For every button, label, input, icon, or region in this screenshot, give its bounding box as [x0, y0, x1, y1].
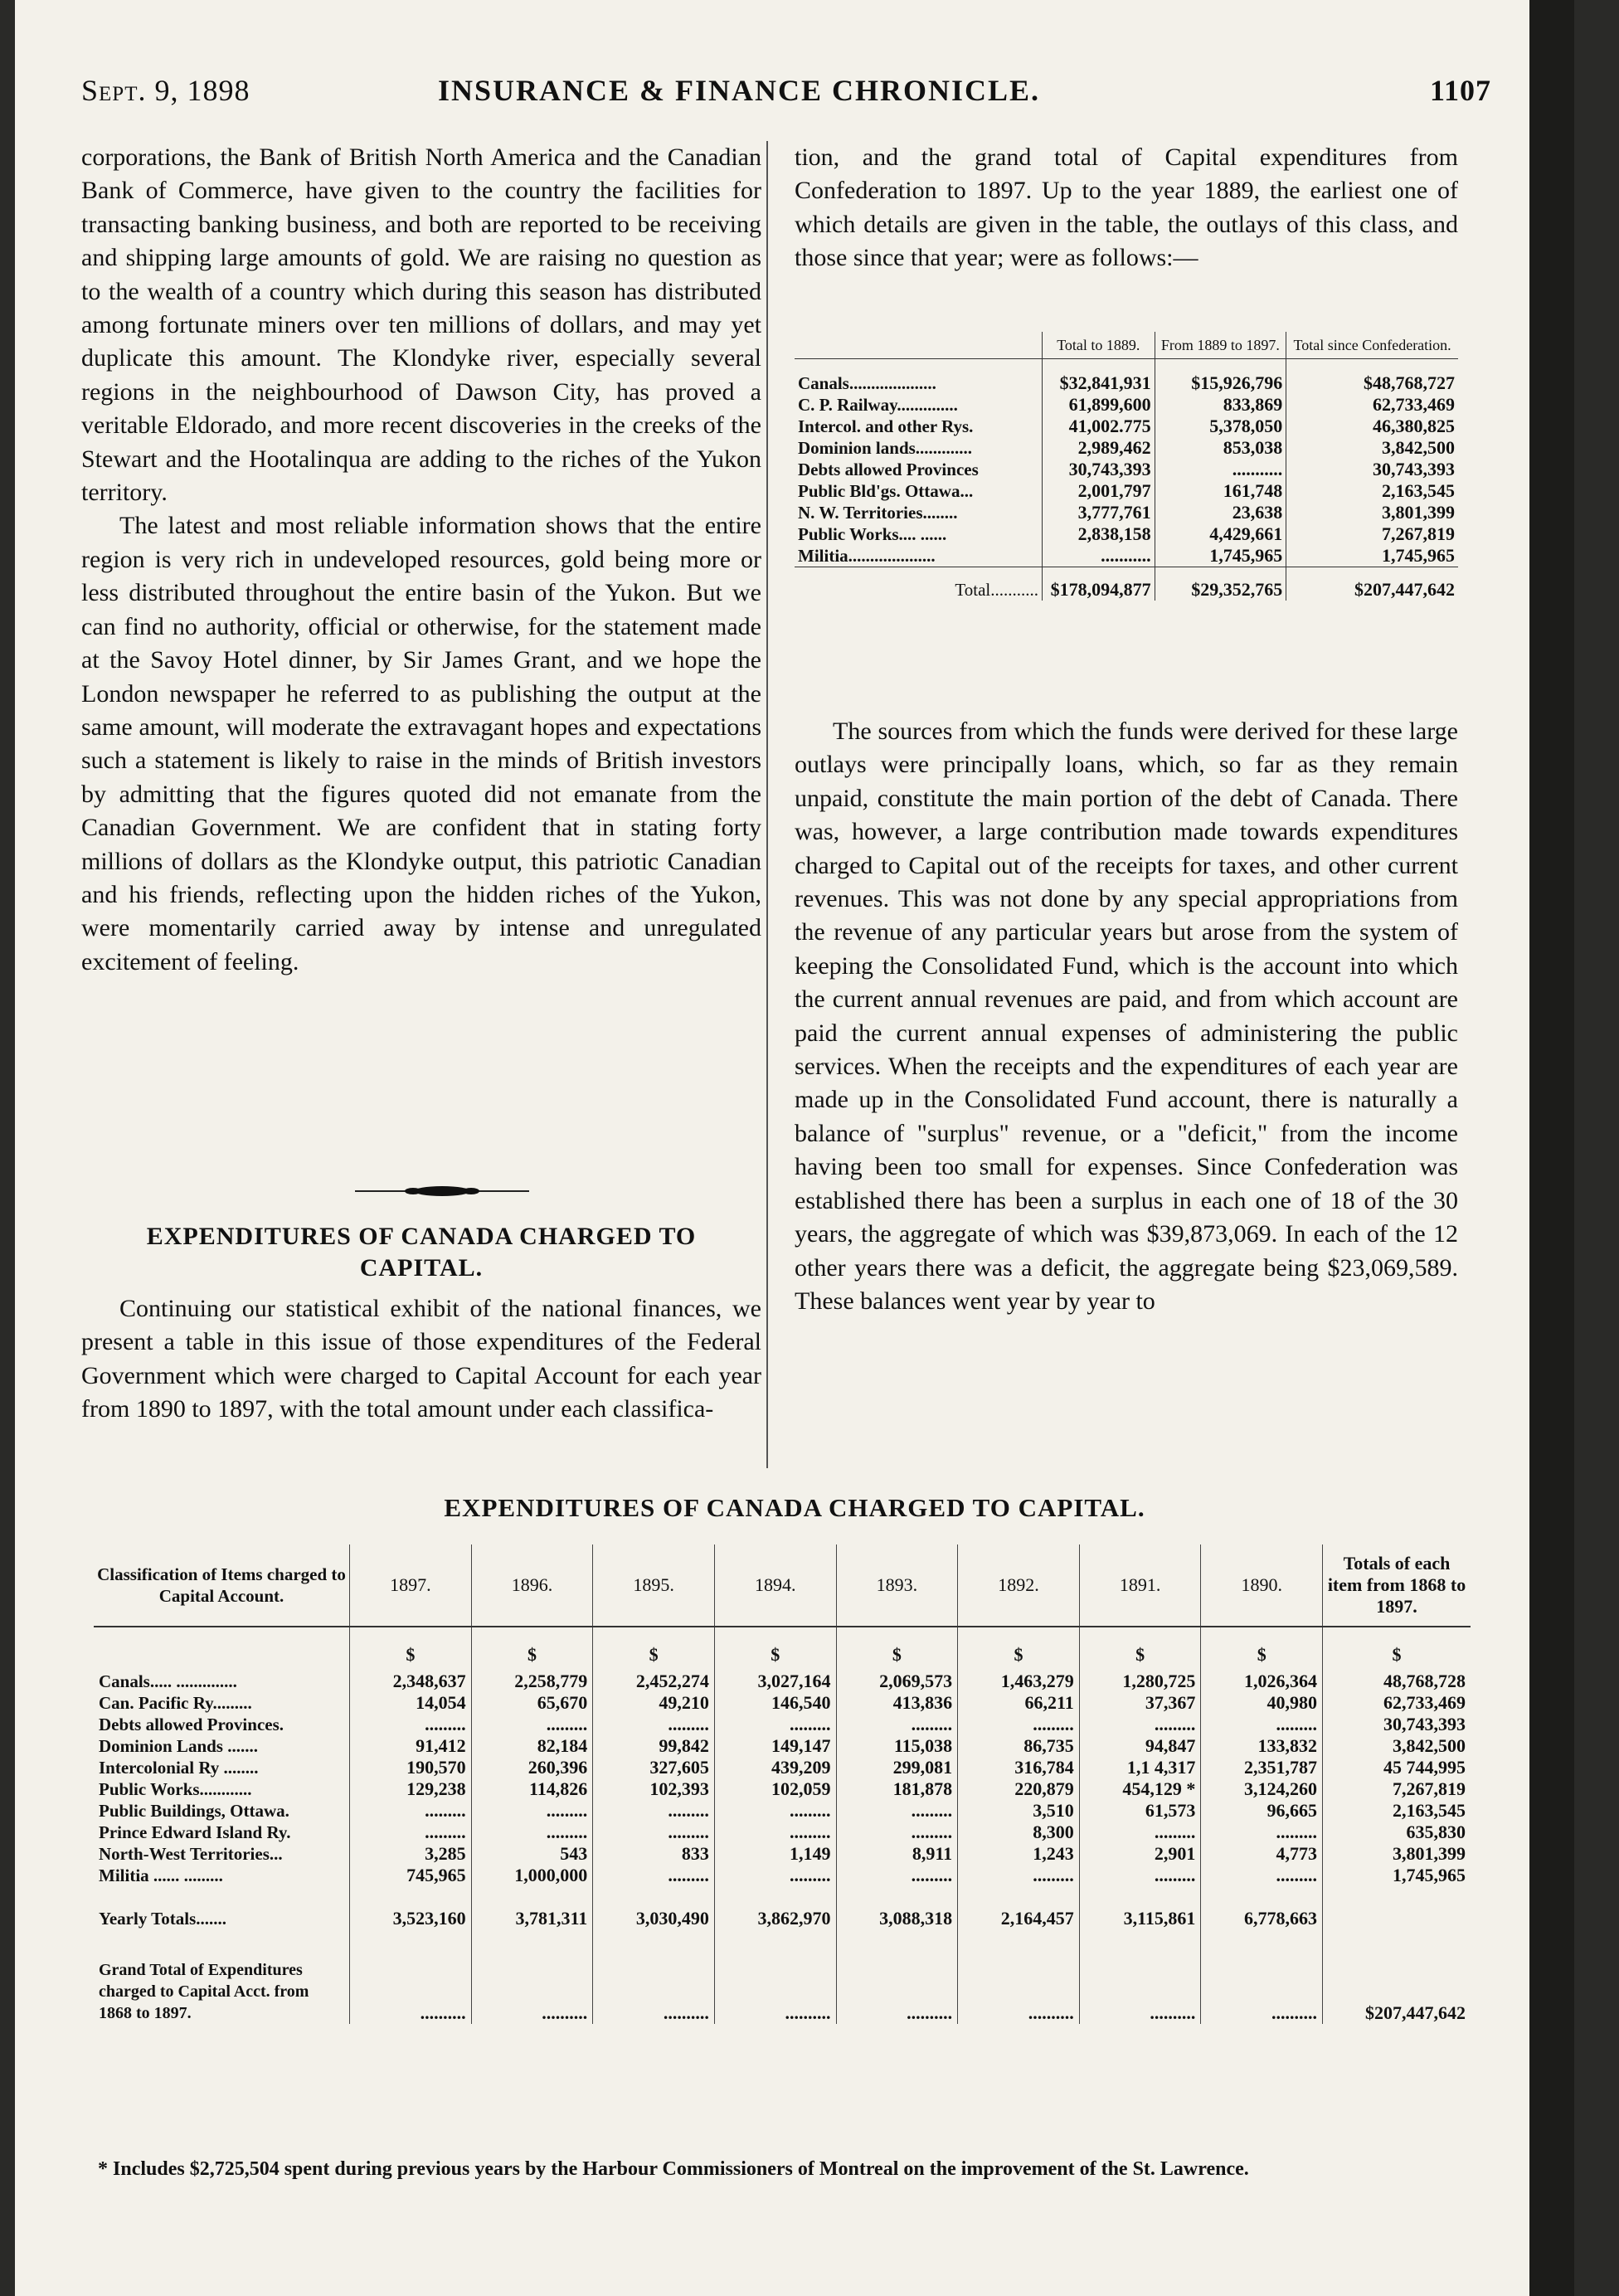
- table-cell: 114,826: [471, 1778, 593, 1800]
- table-row: [795, 459, 1458, 480]
- table-cell: 82,184: [471, 1735, 593, 1757]
- table-cell: Debts allowed Provinces: [798, 460, 979, 479]
- table-cell: 220,879: [958, 1778, 1080, 1800]
- table-cell: 3,124,260: [1201, 1778, 1323, 1800]
- table-cell: 2,163,545: [1286, 480, 1458, 502]
- table-cell: Public Bld'gs. Ottawa...: [798, 481, 974, 501]
- ornament-divider: [355, 1186, 529, 1196]
- table-cell: .........: [1201, 1822, 1323, 1843]
- currency-mark: $: [958, 1627, 1080, 1671]
- table-cell: 833,869: [1155, 394, 1286, 416]
- table-cell: 96,665: [1201, 1800, 1323, 1822]
- year-header: 1892.: [958, 1544, 1080, 1627]
- table-cell: 115,038: [836, 1735, 958, 1757]
- table-cell: 413,836: [836, 1692, 958, 1714]
- table-row: [94, 1843, 1471, 1865]
- left-column-section-text: [81, 1292, 761, 1427]
- grand-total-value: $207,447,642: [1323, 1946, 1471, 2024]
- table-cell: ..........: [1079, 1946, 1201, 2024]
- table-row: [795, 359, 1458, 395]
- table-cell: 745,965: [350, 1865, 472, 1886]
- table-cell: .........: [958, 1865, 1080, 1886]
- page-header: [81, 73, 1491, 123]
- table-cell: C. P. Railway..............: [798, 395, 958, 415]
- table-cell: ...........: [1155, 459, 1286, 480]
- table-cell: 1,745,965: [1286, 545, 1458, 567]
- table-cell: Intercol. and other Rys.: [798, 416, 974, 436]
- currency-mark: $: [714, 1627, 836, 1671]
- table-cell: 2,164,457: [958, 1886, 1080, 1946]
- table-cell: 3,777,761: [1043, 502, 1155, 523]
- table-cell: 41,002.775: [1043, 416, 1155, 437]
- table-cell: 1,149: [714, 1843, 836, 1865]
- row-total: 7,267,819: [1323, 1778, 1471, 1800]
- table-title: EXPENDITURES OF CANADA CHARGED TO CAPITAL.: [444, 1493, 1145, 1522]
- right-column-intro: [795, 141, 1458, 275]
- table-cell: .........: [471, 1800, 593, 1822]
- table-cell: $207,447,642: [1286, 567, 1458, 601]
- table-cell: 3,088,318: [836, 1886, 958, 1946]
- table-header: Total to 1889.: [1043, 332, 1155, 359]
- table-cell: N. W. Territories........: [798, 503, 958, 523]
- table-header: From 1889 to 1897.: [1155, 332, 1286, 359]
- table-cell: ...........: [1043, 545, 1155, 567]
- table-cell: $32,841,931: [1043, 359, 1155, 395]
- table-cell: 190,570: [350, 1757, 472, 1778]
- table-header: [795, 332, 1043, 359]
- header-page-number: 1107: [1429, 74, 1491, 107]
- table-cell: .........: [593, 1865, 715, 1886]
- table-cell: ..........: [836, 1946, 958, 2024]
- table-cell: .........: [958, 1714, 1080, 1735]
- table-cell: 3,510: [958, 1800, 1080, 1822]
- table-cell: 2,351,787: [1201, 1757, 1323, 1778]
- table-cell: [1323, 1886, 1471, 1946]
- capital-expenditure-table: [94, 1544, 1471, 2024]
- table-cell: Public Works.... ......: [798, 524, 947, 544]
- table-cell: .........: [350, 1714, 472, 1735]
- table-cell: $15,926,796: [1155, 359, 1286, 395]
- table-cell: $178,094,877: [1043, 567, 1155, 601]
- table-cell: 66,211: [958, 1692, 1080, 1714]
- table-cell: Total...........: [795, 567, 1043, 601]
- table-cell: 7,267,819: [1286, 523, 1458, 545]
- table-cell: ..........: [1201, 1946, 1323, 2024]
- table-cell: 2,001,797: [1043, 480, 1155, 502]
- table-cell: 853,038: [1155, 437, 1286, 459]
- table-cell: 543: [471, 1843, 593, 1865]
- row-label: Yearly Totals.......: [99, 1909, 227, 1929]
- table-header-row: [94, 1544, 1471, 1627]
- year-header: 1894.: [714, 1544, 836, 1627]
- table-cell: 65,670: [471, 1692, 593, 1714]
- table-cell: 1,745,965: [1155, 545, 1286, 567]
- row-total: 3,801,399: [1323, 1843, 1471, 1865]
- year-header: 1893.: [836, 1544, 958, 1627]
- currency-mark: $: [1323, 1627, 1471, 1671]
- table-cell: .........: [1201, 1865, 1323, 1886]
- row-total: 3,842,500: [1323, 1735, 1471, 1757]
- table-cell: 6,778,663: [1201, 1886, 1323, 1946]
- currency-mark: $: [593, 1627, 715, 1671]
- table-cell: 23,638: [1155, 502, 1286, 523]
- table-cell: 129,238: [350, 1778, 472, 1800]
- table-row: [94, 1735, 1471, 1757]
- row-total: 635,830: [1323, 1822, 1471, 1843]
- table-cell: Canals....................: [798, 373, 936, 393]
- summary-expenditure-table: [795, 332, 1458, 601]
- header-journal-title: INSURANCE & FINANCE CHRONICLE.: [438, 74, 1041, 107]
- year-header: 1891.: [1079, 1544, 1201, 1627]
- table-row: [94, 1822, 1471, 1843]
- table-cell: 102,059: [714, 1778, 836, 1800]
- row-total: 48,768,728: [1323, 1671, 1471, 1692]
- table-cell: 1,280,725: [1079, 1671, 1201, 1692]
- table-row: [795, 416, 1458, 437]
- table-cell: 146,540: [714, 1692, 836, 1714]
- table-header-row: [795, 332, 1458, 359]
- table-cell: 4,773: [1201, 1843, 1323, 1865]
- currency-mark: $: [471, 1627, 593, 1671]
- table-cell: 2,348,637: [350, 1671, 472, 1692]
- row-total: 62,733,469: [1323, 1692, 1471, 1714]
- table-row: [795, 394, 1458, 416]
- book-spine-shadow: [1529, 0, 1574, 2296]
- table-cell: 61,899,600: [1043, 394, 1155, 416]
- table-cell: 316,784: [958, 1757, 1080, 1778]
- row-label: Debts allowed Provinces.: [99, 1715, 284, 1734]
- table-cell: 1,026,364: [1201, 1671, 1323, 1692]
- table-cell: 2,901: [1079, 1843, 1201, 1865]
- table-cell: 46,380,825: [1286, 416, 1458, 437]
- table-row: [94, 1714, 1471, 1735]
- table-cell: 102,393: [593, 1778, 715, 1800]
- table-cell: 2,452,274: [593, 1671, 715, 1692]
- table-row: [94, 1778, 1471, 1800]
- table-body: [795, 359, 1458, 601]
- table-cell: 3,030,490: [593, 1886, 715, 1946]
- header-date: Sept. 9, 1898: [81, 74, 250, 107]
- table-cell: 2,838,158: [1043, 523, 1155, 545]
- row-label: Public Buildings, Ottawa.: [99, 1801, 289, 1821]
- year-header: 1890.: [1201, 1544, 1323, 1627]
- paragraph: The latest and most reliable information shows that the entire region is very rich in undeveloped resources, gold being more or less distributed throughout the entire basin of the Yukon. But we can find no authority, official or otherwise, for the statement made at the Savoy Hotel dinner, by Sir James Grant, and we hope the London newspaper he referred to as publishing the output at the same amount, will moderate the extravagant hopes and expectations such a statement is likely to raise in the minds of British investors by admitting that the figures quoted did not emanate from the Canadian Government. We are confident that in stating forty millions of dollars as the Klondyke output, this patriotic Canadian and his friends, reflecting upon the hidden riches of the Yukon, were momentarily carried away by intense and unregulated excitement of feeling.: [81, 512, 761, 975]
- table-cell: .........: [593, 1800, 715, 1822]
- table-cell: 30,743,393: [1286, 459, 1458, 480]
- table-cell: 62,733,469: [1286, 394, 1458, 416]
- table-cell: .........: [1079, 1822, 1201, 1843]
- table-cell: 40,980: [1201, 1692, 1323, 1714]
- section-heading: EXPENDITURES OF CANADA CHARGED TO CAPITAL.: [146, 1223, 697, 1282]
- table-row: [94, 1671, 1471, 1692]
- table-cell: 833: [593, 1843, 715, 1865]
- table-cell: 3,842,500: [1286, 437, 1458, 459]
- yearly-totals-row: [94, 1886, 1471, 1946]
- table-cell: 30,743,393: [1043, 459, 1155, 480]
- table-cell: .........: [836, 1822, 958, 1843]
- table-cell: 2,989,462: [1043, 437, 1155, 459]
- paragraph: Continuing our statistical exhibit of the national finances, we present a table in this issue of those expenditures of the Federal Government which were charged to Capital Account for each year from 1890 to 1897, with the total amount under each classifica-: [81, 1295, 761, 1423]
- table-row: [94, 1800, 1471, 1822]
- table-header: Total since Confederation.: [1286, 332, 1458, 359]
- table-cell: .........: [1201, 1714, 1323, 1735]
- paragraph: The sources from which the funds were derived for these large outlays were principally loans, which, so far as they remain unpaid, constitute the main portion of the debt of Canada. There was, however, a large contribution made towards expenditures charged to Capital out of the receipts for taxes, and other current revenues. This was not done by any special appropriations from the revenue of any particular years but arose from the system of keeping the Consolidated Fund, which is the account into which the current annual revenues are paid, and from which account are paid the current annual expenses of administering the public services. When the receipts and the expenditures of each year are made up in the Consolidated Fund account, there is naturally a balance of "surplus" revenue, or a "deficit," from the income having been too small for expenses. Since Confederation was established there has been a surplus in each one of 18 of the 30 years, the aggregate of which was $39,873,069. In each of the 12 other years there was a deficit, the aggregate being $23,069,589. These balances went year by year to: [795, 718, 1458, 1315]
- table-row: [795, 545, 1458, 567]
- table-cell: 3,781,311: [471, 1886, 593, 1946]
- table-row: [795, 437, 1458, 459]
- table-cell: 3,027,164: [714, 1671, 836, 1692]
- table-cell: .........: [836, 1865, 958, 1886]
- row-label: Intercolonial Ry ........: [99, 1758, 259, 1778]
- table-total-row: [795, 567, 1458, 601]
- table-cell: Militia....................: [798, 546, 936, 566]
- table-cell: 299,081: [836, 1757, 958, 1778]
- table-cell: .........: [714, 1714, 836, 1735]
- table-cell: ..........: [958, 1946, 1080, 2024]
- table-cell: 1,463,279: [958, 1671, 1080, 1692]
- row-label: Dominion Lands .......: [99, 1736, 258, 1756]
- table-cell: 260,396: [471, 1757, 593, 1778]
- table-cell: .........: [836, 1714, 958, 1735]
- year-header: 1895.: [593, 1544, 715, 1627]
- grand-total-row: [94, 1946, 1471, 2024]
- table-cell: .........: [836, 1800, 958, 1822]
- totals-header: Totals of each item from 1868 to 1897.: [1323, 1544, 1471, 1627]
- table-cell: .........: [1079, 1714, 1201, 1735]
- table-cell: $29,352,765: [1155, 567, 1286, 601]
- table-row: [94, 1865, 1471, 1886]
- right-column-text: [795, 715, 1458, 1318]
- paragraph: corporations, the Bank of British North America and the Canadian Bank of Commerce, have given to the country the facilities for transacting banking business, and both are reported to be receiving and shipping large amounts of gold. We are raising no question as to the wealth of a country which during this season has distributed among fortunate miners over ten millions of dollars, and may yet duplicate this amount. The Klondyke river, especially several regions in the neighbourhood of Dawson City, has proved a veritable Eldorado, and more recent discoveries in the creeks of the Stewart and the Hootalinqua are adding to the riches of the Yukon territory.: [81, 144, 761, 507]
- table-row: [795, 480, 1458, 502]
- table-cell: 149,147: [714, 1735, 836, 1757]
- table-cell: 181,878: [836, 1778, 958, 1800]
- table-cell: 133,832: [1201, 1735, 1323, 1757]
- year-header: 1897.: [350, 1544, 472, 1627]
- currency-mark: $: [1201, 1627, 1323, 1671]
- table-cell: 327,605: [593, 1757, 715, 1778]
- row-label: Grand Total of Expenditures charged to Capital Acct. from 1868 to 1897.: [99, 1961, 309, 2022]
- table-row: [94, 1757, 1471, 1778]
- row-label: Militia ...... .........: [99, 1866, 223, 1885]
- table-body: [94, 1627, 1471, 2024]
- table-cell: 8,300: [958, 1822, 1080, 1843]
- table-cell: 161,748: [1155, 480, 1286, 502]
- table-cell: .........: [1079, 1865, 1201, 1886]
- table-cell: 4,429,661: [1155, 523, 1286, 545]
- table-cell: Dominion lands.............: [798, 438, 973, 458]
- table-cell: 454,129 *: [1079, 1778, 1201, 1800]
- table-row: [795, 523, 1458, 545]
- table-row: [795, 502, 1458, 523]
- table-cell: [94, 1627, 350, 1671]
- table-cell: 2,069,573: [836, 1671, 958, 1692]
- table-row: [94, 1692, 1471, 1714]
- table-cell: 99,842: [593, 1735, 715, 1757]
- table-cell: ..........: [593, 1946, 715, 2024]
- table-cell: 37,367: [1079, 1692, 1201, 1714]
- table-cell: 3,115,861: [1079, 1886, 1201, 1946]
- table-cell: 2,258,779: [471, 1671, 593, 1692]
- table-cell: 5,378,050: [1155, 416, 1286, 437]
- table-cell: .........: [714, 1865, 836, 1886]
- classification-header: Classification of Items charged to Capital Account.: [94, 1544, 350, 1627]
- table-cell: .........: [714, 1822, 836, 1843]
- table-cell: 1,243: [958, 1843, 1080, 1865]
- table-cell: ..........: [350, 1946, 472, 2024]
- year-header: 1896.: [471, 1544, 593, 1627]
- currency-row: [94, 1627, 1471, 1671]
- table-cell: .........: [714, 1800, 836, 1822]
- table-cell: .........: [350, 1822, 472, 1843]
- table-cell: 3,523,160: [350, 1886, 472, 1946]
- table-cell: ..........: [714, 1946, 836, 2024]
- currency-mark: $: [350, 1627, 472, 1671]
- table-cell: $48,768,727: [1286, 359, 1458, 395]
- table-cell: 14,054: [350, 1692, 472, 1714]
- currency-mark: $: [836, 1627, 958, 1671]
- column-rule: [766, 141, 768, 1468]
- table-cell: 1,000,000: [471, 1865, 593, 1886]
- table-cell: .........: [471, 1822, 593, 1843]
- left-column-text: [81, 141, 761, 979]
- footnote: * Includes $2,725,504 spent during previous years by the Harbour Commissioners of Montreal on the improvement of the St. Lawrence.: [98, 2158, 1249, 2180]
- row-total: 2,163,545: [1323, 1800, 1471, 1822]
- table-cell: 86,735: [958, 1735, 1080, 1757]
- paragraph: tion, and the grand total of Capital expenditures from Confederation to 1897. Up to the year 1889, the earliest one of which details are given in the table, the outlays of this class, and those since that year; were as follows:—: [795, 144, 1458, 272]
- table-cell: 8,911: [836, 1843, 958, 1865]
- table-cell: 3,862,970: [714, 1886, 836, 1946]
- table-cell: ..........: [471, 1946, 593, 2024]
- table-cell: 3,801,399: [1286, 502, 1458, 523]
- table-cell: 439,209: [714, 1757, 836, 1778]
- row-label: North-West Territories...: [99, 1844, 283, 1864]
- currency-mark: $: [1079, 1627, 1201, 1671]
- row-label: Prince Edward Island Ry.: [99, 1822, 291, 1842]
- row-label: Public Works............: [99, 1779, 252, 1799]
- row-total: 45 744,995: [1323, 1757, 1471, 1778]
- newspaper-page: [15, 0, 1574, 2296]
- table-cell: 49,210: [593, 1692, 715, 1714]
- table-cell: .........: [471, 1714, 593, 1735]
- table-cell: .........: [593, 1714, 715, 1735]
- table-cell: .........: [350, 1800, 472, 1822]
- table-cell: .........: [593, 1822, 715, 1843]
- table-cell: 1,1 4,317: [1079, 1757, 1201, 1778]
- row-total: 30,743,393: [1323, 1714, 1471, 1735]
- table-cell: 94,847: [1079, 1735, 1201, 1757]
- table-cell: 3,285: [350, 1843, 472, 1865]
- row-label: Can. Pacific Ry.........: [99, 1693, 252, 1713]
- row-label: Canals..... ..............: [99, 1671, 237, 1691]
- table-cell: 91,412: [350, 1735, 472, 1757]
- row-total: 1,745,965: [1323, 1865, 1471, 1886]
- table-cell: 61,573: [1079, 1800, 1201, 1822]
